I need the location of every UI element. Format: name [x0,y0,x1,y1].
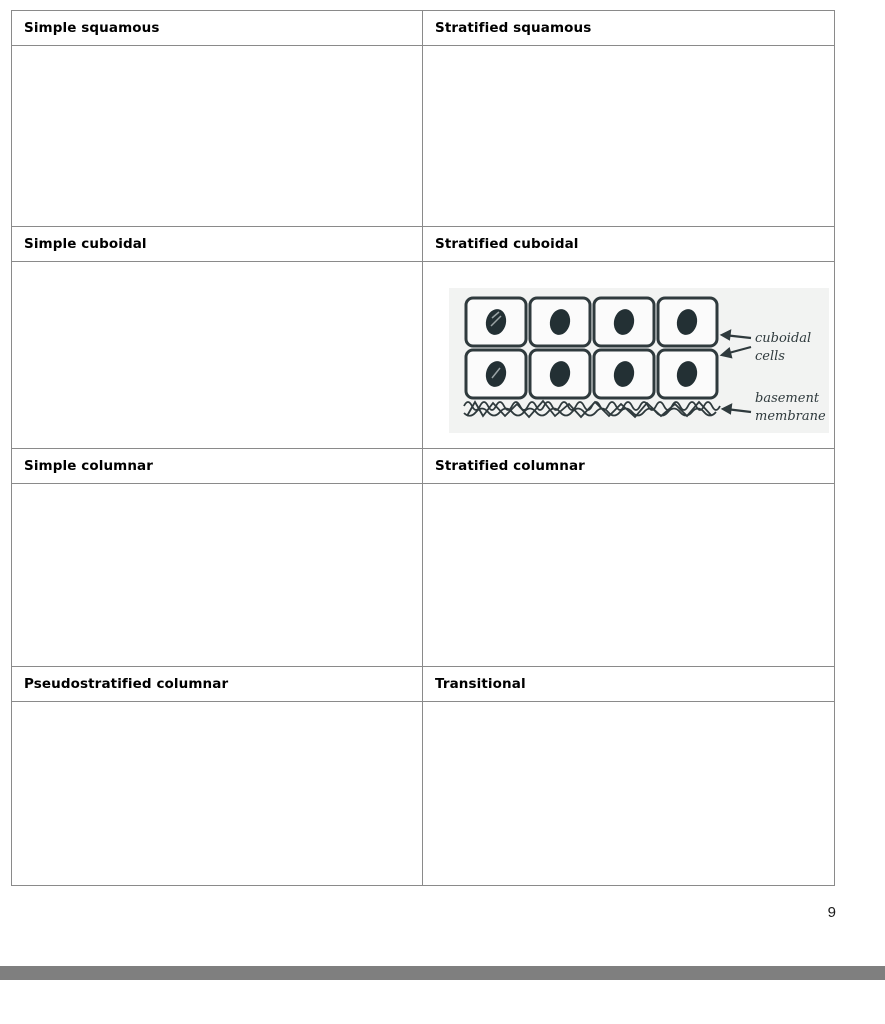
header-cell [12,449,423,484]
tissue-label-simple-squamous: Simple squamous [24,20,160,36]
header-row [12,667,835,702]
tissue-label-stratified-cuboidal: Stratified cuboidal [435,236,579,252]
header-row [12,449,835,484]
tissue-worksheet-table [11,10,835,886]
header-cell [12,227,423,262]
header-cell [423,11,835,46]
cuboidal-cells-illustration [449,288,829,433]
drawing-area-simple-squamous [12,46,423,227]
annotation-cells: cells [755,349,785,364]
header-cell [423,449,835,484]
drawing-area-stratified-squamous [423,46,835,227]
stratified-cuboidal-diagram [449,288,829,433]
footer-bar [0,966,885,980]
drawing-row [12,484,835,667]
annotation-membrane: membrane [755,409,826,424]
drawing-area-stratified-cuboidal [423,262,835,449]
tissue-label-stratified-columnar: Stratified columnar [435,458,585,474]
tissue-label-stratified-squamous: Stratified squamous [435,20,592,36]
header-cell [12,11,423,46]
drawing-area-pseudostratified-columnar [12,702,423,886]
drawing-area-transitional [423,702,835,886]
header-row [12,227,835,262]
tissue-label-simple-columnar: Simple columnar [24,458,154,474]
header-cell [423,227,835,262]
annotation-cuboidal: cuboidal [755,331,812,346]
drawing-area-simple-columnar [12,484,423,667]
page-number: 9 [827,904,836,921]
header-row [12,11,835,46]
drawing-row [12,46,835,227]
drawing-area-stratified-columnar [423,484,835,667]
tissue-label-simple-cuboidal: Simple cuboidal [24,236,147,252]
header-cell [423,667,835,702]
drawing-row [12,262,835,449]
drawing-row [12,702,835,886]
annotation-basement: basement [755,391,820,406]
drawing-area-simple-cuboidal [12,262,423,449]
header-cell [12,667,423,702]
tissue-label-pseudostratified-columnar: Pseudostratified columnar [24,676,229,692]
tissue-label-transitional: Transitional [435,676,526,692]
